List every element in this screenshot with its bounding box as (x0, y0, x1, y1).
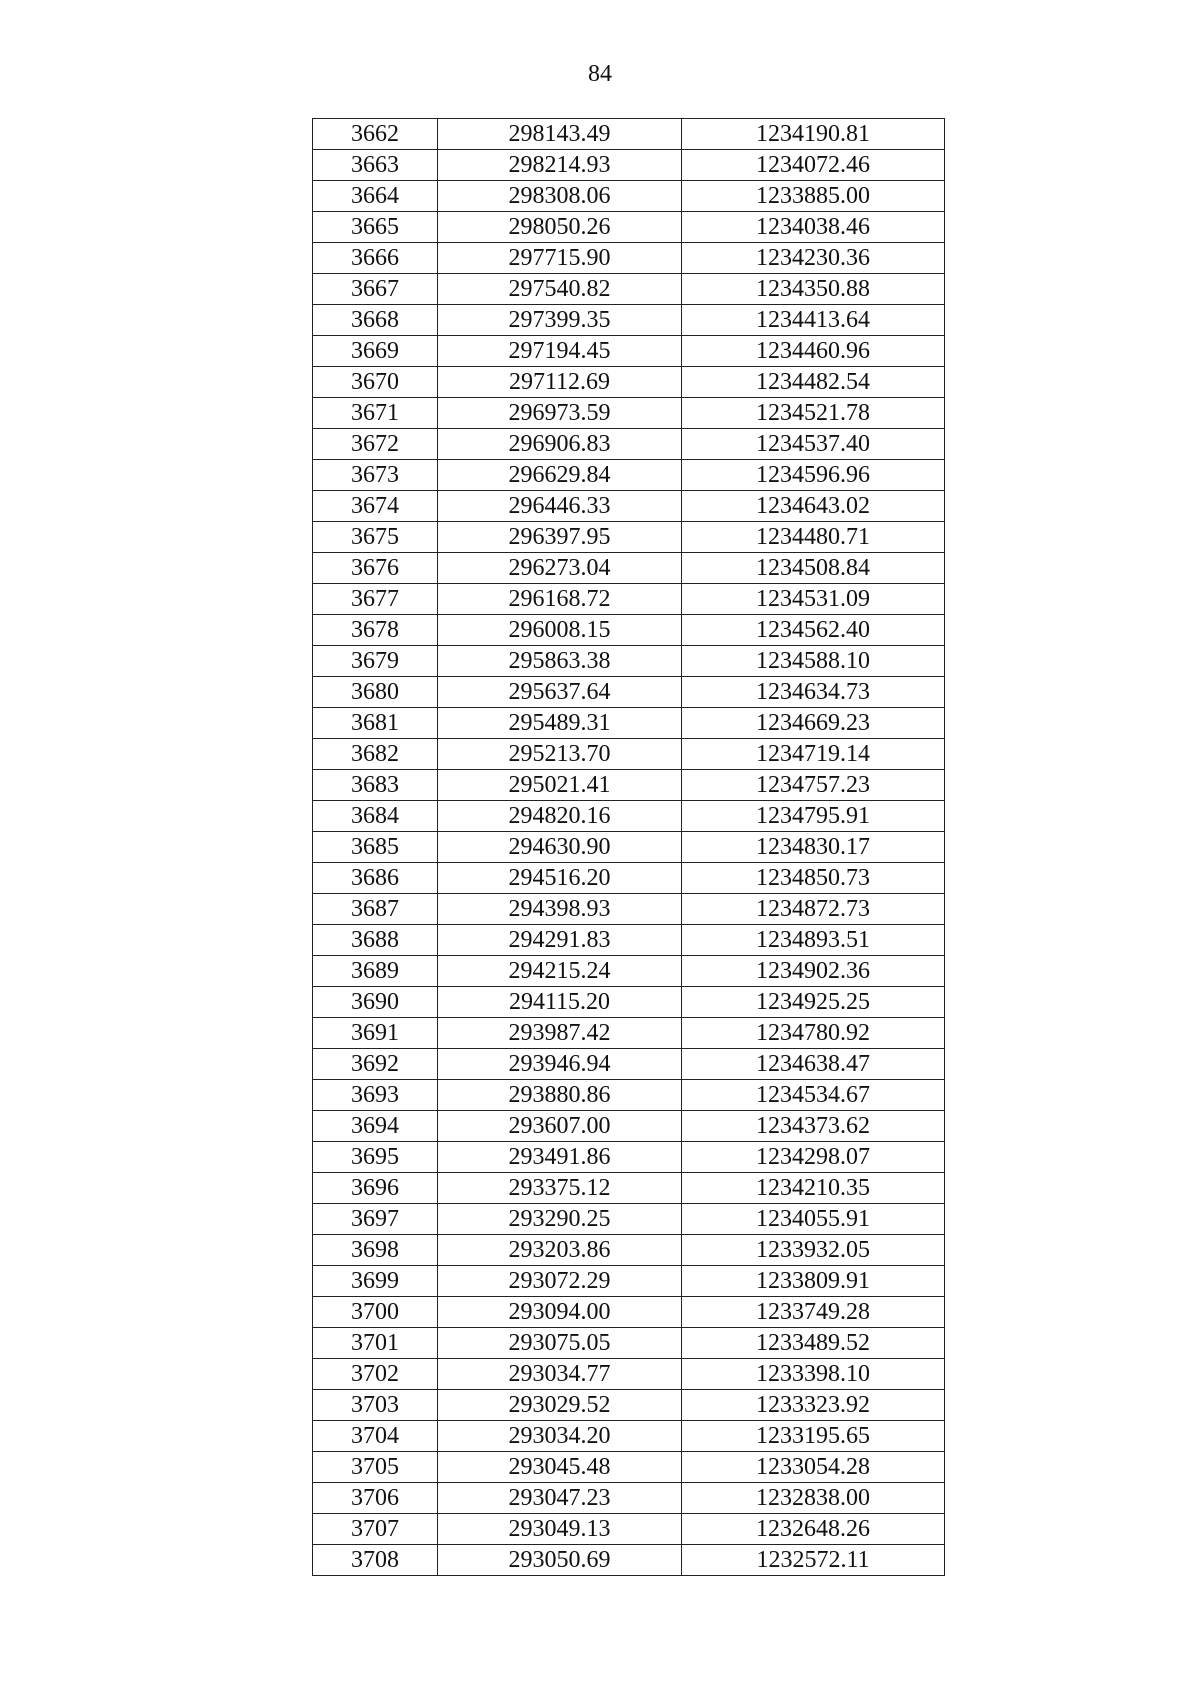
point-number-cell: 3693 (313, 1080, 438, 1111)
y-coordinate-cell: 1234210.35 (682, 1173, 945, 1204)
point-number-cell: 3704 (313, 1421, 438, 1452)
table-row (313, 1514, 945, 1545)
y-coordinate-cell: 1234757.23 (682, 770, 945, 801)
point-number-cell: 3663 (313, 150, 438, 181)
x-coordinate-cell: 293607.00 (438, 1111, 682, 1142)
y-coordinate-cell: 1233398.10 (682, 1359, 945, 1390)
table-row (313, 212, 945, 243)
x-coordinate-cell: 293049.13 (438, 1514, 682, 1545)
point-number-cell: 3671 (313, 398, 438, 429)
table-row (313, 832, 945, 863)
table-row (313, 336, 945, 367)
point-number-cell: 3669 (313, 336, 438, 367)
x-coordinate-cell: 297715.90 (438, 243, 682, 274)
table-row (313, 646, 945, 677)
table-row (313, 1359, 945, 1390)
point-number-cell: 3694 (313, 1111, 438, 1142)
x-coordinate-cell: 293880.86 (438, 1080, 682, 1111)
table-row (313, 677, 945, 708)
x-coordinate-cell: 294630.90 (438, 832, 682, 863)
x-coordinate-cell: 295637.64 (438, 677, 682, 708)
table-row (313, 615, 945, 646)
table-row (313, 150, 945, 181)
y-coordinate-cell: 1234521.78 (682, 398, 945, 429)
x-coordinate-cell: 296629.84 (438, 460, 682, 491)
point-number-cell: 3691 (313, 1018, 438, 1049)
x-coordinate-cell: 295489.31 (438, 708, 682, 739)
y-coordinate-cell: 1233489.52 (682, 1328, 945, 1359)
table-row (313, 1545, 945, 1576)
y-coordinate-cell: 1234925.25 (682, 987, 945, 1018)
y-coordinate-cell: 1234537.40 (682, 429, 945, 460)
y-coordinate-cell: 1233054.28 (682, 1452, 945, 1483)
x-coordinate-cell: 294820.16 (438, 801, 682, 832)
y-coordinate-cell: 1234038.46 (682, 212, 945, 243)
table-row (313, 739, 945, 770)
table-row (313, 956, 945, 987)
table-row (313, 584, 945, 615)
point-number-cell: 3708 (313, 1545, 438, 1576)
table-row (313, 429, 945, 460)
y-coordinate-cell: 1234830.17 (682, 832, 945, 863)
table-row (313, 1018, 945, 1049)
table-row (313, 1297, 945, 1328)
point-number-cell: 3668 (313, 305, 438, 336)
point-number-cell: 3698 (313, 1235, 438, 1266)
x-coordinate-cell: 294215.24 (438, 956, 682, 987)
x-coordinate-cell: 296397.95 (438, 522, 682, 553)
table-row (313, 863, 945, 894)
x-coordinate-cell: 296446.33 (438, 491, 682, 522)
y-coordinate-cell: 1234795.91 (682, 801, 945, 832)
x-coordinate-cell: 293290.25 (438, 1204, 682, 1235)
x-coordinate-cell: 293094.00 (438, 1297, 682, 1328)
table-row (313, 1111, 945, 1142)
table-row (313, 1390, 945, 1421)
point-number-cell: 3687 (313, 894, 438, 925)
table-row (313, 1173, 945, 1204)
table-row (313, 1204, 945, 1235)
x-coordinate-cell: 293029.52 (438, 1390, 682, 1421)
point-number-cell: 3674 (313, 491, 438, 522)
table-row (313, 1142, 945, 1173)
point-number-cell: 3695 (313, 1142, 438, 1173)
table-row (313, 491, 945, 522)
y-coordinate-cell: 1234190.81 (682, 119, 945, 150)
x-coordinate-cell: 293075.05 (438, 1328, 682, 1359)
x-coordinate-cell: 293203.86 (438, 1235, 682, 1266)
x-coordinate-cell: 297112.69 (438, 367, 682, 398)
point-number-cell: 3703 (313, 1390, 438, 1421)
table-row (313, 1328, 945, 1359)
point-number-cell: 3675 (313, 522, 438, 553)
point-number-cell: 3697 (313, 1204, 438, 1235)
y-coordinate-cell: 1234460.96 (682, 336, 945, 367)
x-coordinate-cell: 295863.38 (438, 646, 682, 677)
y-coordinate-cell: 1232838.00 (682, 1483, 945, 1514)
point-number-cell: 3665 (313, 212, 438, 243)
y-coordinate-cell: 1234588.10 (682, 646, 945, 677)
x-coordinate-cell: 293047.23 (438, 1483, 682, 1514)
point-number-cell: 3699 (313, 1266, 438, 1297)
y-coordinate-cell: 1234480.71 (682, 522, 945, 553)
y-coordinate-cell: 1234780.92 (682, 1018, 945, 1049)
table-row (313, 119, 945, 150)
point-number-cell: 3672 (313, 429, 438, 460)
point-number-cell: 3706 (313, 1483, 438, 1514)
table-row (313, 367, 945, 398)
table-row (313, 274, 945, 305)
table-row (313, 181, 945, 212)
y-coordinate-cell: 1234413.64 (682, 305, 945, 336)
point-number-cell: 3676 (313, 553, 438, 584)
x-coordinate-cell: 296008.15 (438, 615, 682, 646)
point-number-cell: 3701 (313, 1328, 438, 1359)
y-coordinate-cell: 1234850.73 (682, 863, 945, 894)
x-coordinate-cell: 293491.86 (438, 1142, 682, 1173)
y-coordinate-cell: 1234072.46 (682, 150, 945, 181)
y-coordinate-cell: 1234719.14 (682, 739, 945, 770)
point-number-cell: 3682 (313, 739, 438, 770)
point-number-cell: 3696 (313, 1173, 438, 1204)
y-coordinate-cell: 1233885.00 (682, 181, 945, 212)
x-coordinate-cell: 294115.20 (438, 987, 682, 1018)
table-row (313, 925, 945, 956)
y-coordinate-cell: 1233809.91 (682, 1266, 945, 1297)
y-coordinate-cell: 1232572.11 (682, 1545, 945, 1576)
x-coordinate-cell: 298214.93 (438, 150, 682, 181)
table-row (313, 1266, 945, 1297)
x-coordinate-cell: 293375.12 (438, 1173, 682, 1204)
table-row (313, 987, 945, 1018)
y-coordinate-cell: 1234350.88 (682, 274, 945, 305)
x-coordinate-cell: 293072.29 (438, 1266, 682, 1297)
y-coordinate-cell: 1234508.84 (682, 553, 945, 584)
y-coordinate-cell: 1232648.26 (682, 1514, 945, 1545)
y-coordinate-cell: 1234596.96 (682, 460, 945, 491)
x-coordinate-cell: 294516.20 (438, 863, 682, 894)
x-coordinate-cell: 294291.83 (438, 925, 682, 956)
x-coordinate-cell: 293034.77 (438, 1359, 682, 1390)
y-coordinate-cell: 1234669.23 (682, 708, 945, 739)
x-coordinate-cell: 297540.82 (438, 274, 682, 305)
point-number-cell: 3662 (313, 119, 438, 150)
point-number-cell: 3670 (313, 367, 438, 398)
page-number: 84 (588, 61, 612, 87)
y-coordinate-cell: 1234634.73 (682, 677, 945, 708)
y-coordinate-cell: 1234373.62 (682, 1111, 945, 1142)
y-coordinate-cell: 1234230.36 (682, 243, 945, 274)
table-row (313, 1483, 945, 1514)
x-coordinate-cell: 293045.48 (438, 1452, 682, 1483)
y-coordinate-cell: 1234872.73 (682, 894, 945, 925)
y-coordinate-cell: 1234531.09 (682, 584, 945, 615)
y-coordinate-cell: 1233323.92 (682, 1390, 945, 1421)
y-coordinate-cell: 1234562.40 (682, 615, 945, 646)
table-row (313, 708, 945, 739)
point-number-cell: 3689 (313, 956, 438, 987)
x-coordinate-cell: 296273.04 (438, 553, 682, 584)
x-coordinate-cell: 296906.83 (438, 429, 682, 460)
x-coordinate-cell: 296973.59 (438, 398, 682, 429)
x-coordinate-cell: 297399.35 (438, 305, 682, 336)
coordinates-table (312, 118, 945, 1576)
point-number-cell: 3686 (313, 863, 438, 894)
point-number-cell: 3702 (313, 1359, 438, 1390)
y-coordinate-cell: 1234893.51 (682, 925, 945, 956)
table-row (313, 1421, 945, 1452)
y-coordinate-cell: 1234643.02 (682, 491, 945, 522)
point-number-cell: 3700 (313, 1297, 438, 1328)
point-number-cell: 3690 (313, 987, 438, 1018)
point-number-cell: 3667 (313, 274, 438, 305)
point-number-cell: 3705 (313, 1452, 438, 1483)
table-row (313, 553, 945, 584)
point-number-cell: 3685 (313, 832, 438, 863)
table-row (313, 894, 945, 925)
x-coordinate-cell: 298143.49 (438, 119, 682, 150)
point-number-cell: 3679 (313, 646, 438, 677)
x-coordinate-cell: 293946.94 (438, 1049, 682, 1080)
point-number-cell: 3684 (313, 801, 438, 832)
x-coordinate-cell: 296168.72 (438, 584, 682, 615)
point-number-cell: 3677 (313, 584, 438, 615)
x-coordinate-cell: 293987.42 (438, 1018, 682, 1049)
point-number-cell: 3707 (313, 1514, 438, 1545)
table-row (313, 770, 945, 801)
table-row (313, 398, 945, 429)
table-row (313, 801, 945, 832)
table-row (313, 1080, 945, 1111)
y-coordinate-cell: 1234902.36 (682, 956, 945, 987)
y-coordinate-cell: 1234482.54 (682, 367, 945, 398)
point-number-cell: 3688 (313, 925, 438, 956)
y-coordinate-cell: 1233195.65 (682, 1421, 945, 1452)
table-row (313, 460, 945, 491)
x-coordinate-cell: 297194.45 (438, 336, 682, 367)
x-coordinate-cell: 298308.06 (438, 181, 682, 212)
x-coordinate-cell: 295021.41 (438, 770, 682, 801)
y-coordinate-cell: 1234298.07 (682, 1142, 945, 1173)
y-coordinate-cell: 1234055.91 (682, 1204, 945, 1235)
point-number-cell: 3683 (313, 770, 438, 801)
x-coordinate-cell: 293050.69 (438, 1545, 682, 1576)
table-row (313, 243, 945, 274)
y-coordinate-cell: 1234638.47 (682, 1049, 945, 1080)
point-number-cell: 3678 (313, 615, 438, 646)
y-coordinate-cell: 1233932.05 (682, 1235, 945, 1266)
x-coordinate-cell: 295213.70 (438, 739, 682, 770)
table-row (313, 1452, 945, 1483)
point-number-cell: 3681 (313, 708, 438, 739)
x-coordinate-cell: 293034.20 (438, 1421, 682, 1452)
y-coordinate-cell: 1234534.67 (682, 1080, 945, 1111)
table-row (313, 1049, 945, 1080)
table-row (313, 522, 945, 553)
point-number-cell: 3664 (313, 181, 438, 212)
point-number-cell: 3666 (313, 243, 438, 274)
x-coordinate-cell: 294398.93 (438, 894, 682, 925)
x-coordinate-cell: 298050.26 (438, 212, 682, 243)
table-row (313, 1235, 945, 1266)
point-number-cell: 3680 (313, 677, 438, 708)
point-number-cell: 3692 (313, 1049, 438, 1080)
coordinates-table-body (313, 119, 945, 1576)
y-coordinate-cell: 1233749.28 (682, 1297, 945, 1328)
point-number-cell: 3673 (313, 460, 438, 491)
table-row (313, 305, 945, 336)
